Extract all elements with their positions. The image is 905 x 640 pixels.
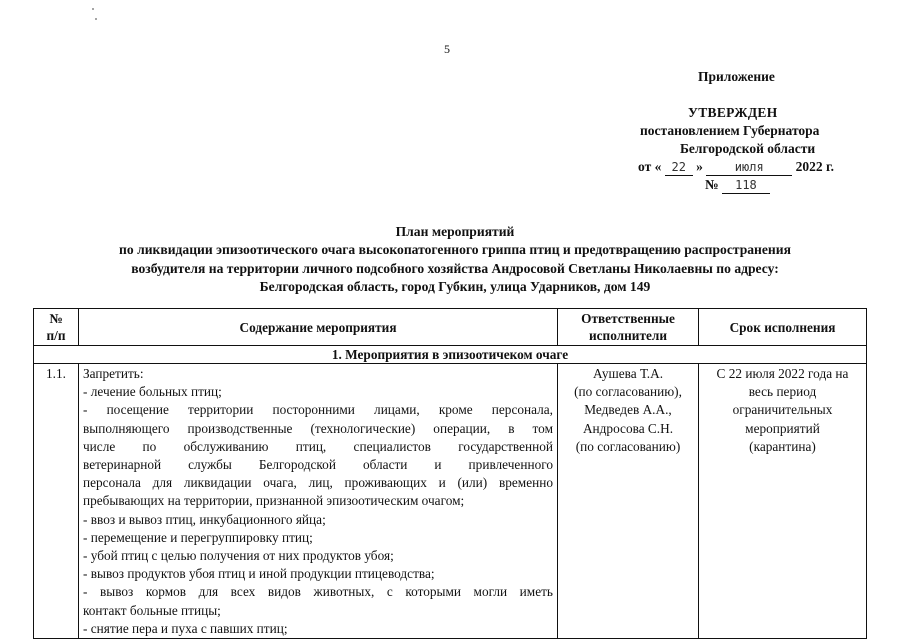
responsible-line: Аушева Т.А.: [592, 366, 664, 381]
row-number: 1.1.: [34, 364, 79, 639]
content-line: пребывающих на территории, признанной эпизоотическим очагом;: [83, 493, 465, 509]
content-line: - посещение территории посторонними лицами, кроме персонала,: [83, 402, 553, 418]
header-num-line: п/п: [46, 328, 66, 343]
deadline-line: (карантина): [749, 438, 816, 454]
plan-title-line: по ликвидации эпизоотического очага высокопатогенного гриппа птиц и предотвращению распространения: [119, 242, 791, 258]
deadline-line: мероприятий: [745, 420, 820, 436]
content-line: - перемещение и перегруппировку птиц;: [83, 529, 313, 545]
table-header-row: [34, 309, 867, 346]
table-row: [34, 364, 867, 639]
content-line: контакт больные птицы;: [83, 602, 221, 618]
content-line: персонала для ликвидации очага, лиц, проживающих и (или) временно: [83, 475, 553, 491]
page-number: 5: [444, 42, 450, 56]
header-deadline: Срок исполнения: [699, 309, 867, 346]
approval-number: [705, 176, 770, 194]
approval-date: [638, 158, 834, 176]
content-line: числе по обслуживанию птиц, специалистов государственной: [83, 438, 553, 454]
approved-label: УТВЕРЖДЕН: [688, 105, 778, 120]
date-mid: »: [696, 159, 703, 174]
content-line: Запретить:: [83, 366, 144, 381]
row-deadline: [699, 364, 867, 639]
content-line: - лечение больных птиц;: [83, 384, 222, 400]
decree-label: постановлением Губернатора: [640, 123, 820, 138]
content-line: выполняющего производственные (технологические) операции, в том: [83, 420, 553, 436]
content-line: - снятие пера и пуха с павших птиц;: [83, 620, 288, 636]
region-label: Белгородской области: [680, 141, 816, 156]
header-responsible: [558, 309, 699, 346]
content-line: - убой птиц с целью получения от них продуктов убоя;: [83, 548, 394, 564]
date-prefix: от «: [638, 159, 662, 174]
date-month: июля: [706, 160, 792, 176]
plan-title-line: План мероприятий: [395, 224, 515, 239]
row-content: [79, 364, 558, 639]
appendix-label: Приложение: [698, 69, 775, 84]
header-responsible-line: Ответственные: [581, 311, 675, 326]
measures-table: [33, 308, 867, 639]
section-row: [34, 346, 867, 364]
plan-title: [60, 223, 850, 296]
date-year: 2022 г.: [795, 159, 834, 174]
date-day: 22: [665, 160, 693, 176]
responsible-line: (по согласованию),: [574, 384, 682, 400]
deadline-line: ограничительных: [732, 402, 833, 418]
header-num-line: №: [49, 311, 63, 326]
section-title: 1. Мероприятия в эпизоотичеком очаге: [34, 346, 867, 364]
row-responsible: [558, 364, 699, 639]
plan-title-line: возбудителя на территории личного подсобного хозяйства Андросовой Светланы Николаевны по адресу:: [131, 260, 779, 276]
deadline-line: С 22 июля 2022 года на: [716, 366, 849, 381]
content-line: ветеринарной службы Белгородской области и привлеченного: [83, 457, 553, 473]
responsible-line: (по согласованию): [575, 438, 681, 454]
scan-speck: [92, 8, 94, 10]
content-line: - ввоз и вывоз птиц, инкубационного яйца;: [83, 511, 326, 527]
content-line: - вывоз кормов для всех видов животных, с которыми могли иметь: [83, 584, 553, 600]
header-content: Содержание мероприятия: [79, 309, 558, 346]
header-num: [34, 309, 79, 346]
plan-title-line: Белгородская область, город Губкин, улица Ударников, дом 149: [259, 278, 651, 294]
number-prefix: №: [705, 177, 719, 192]
number-value: 118: [722, 178, 770, 194]
responsible-line: Медведев А.А.,: [584, 402, 672, 418]
content-line: - вывоз продуктов убоя птиц и иной продукции птицеводства;: [83, 566, 435, 582]
scan-speck: [95, 18, 97, 20]
header-responsible-line: исполнители: [588, 328, 668, 343]
deadline-line: весь период: [748, 384, 817, 400]
responsible-line: Андросова С.Н.: [582, 420, 674, 436]
